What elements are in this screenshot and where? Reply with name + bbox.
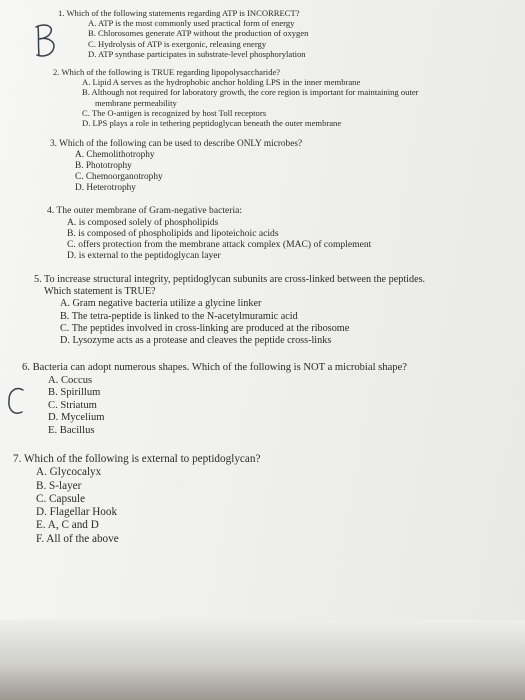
question-6-option-d: D. Mycelium: [48, 412, 105, 424]
question-7-option-b: B. S-layer: [36, 479, 82, 492]
question-7-option-e: E. A, C and D: [36, 519, 99, 532]
question-2-option-a: A. Lipid A serves as the hydrophobic anchor holding LPS in the inner membrane: [82, 77, 361, 88]
question-1-stem: 1. Which of the following statements regarding ATP is INCORRECT?: [58, 8, 300, 18]
question-6-option-e: E. Bacillus: [48, 424, 95, 436]
question-7-option-c: C. Capsule: [36, 492, 86, 505]
question-6-stem: 6. Bacteria can adopt numerous shapes. Which of the following is NOT a microbial shape?: [22, 362, 407, 373]
question-4-stem: 4. The outer membrane of Gram-negative bacteria:: [47, 205, 243, 216]
question-3-option-a: A. Chemolithotrophy: [75, 150, 155, 161]
question-4-option-b: B. is composed of phospholipids and lipoteichoic acids: [67, 227, 279, 239]
question-6: [22, 362, 407, 437]
question-3-option-b: B. Phototrophy: [75, 161, 132, 172]
question-3-stem: 3. Which of the following can be used to describe ONLY microbes?: [50, 139, 303, 149]
question-5-option-c: C. The peptides involved in cross-linking are produced at the ribosome: [60, 322, 350, 334]
question-1: [58, 8, 308, 59]
question-4-option-d: D. is external to the peptidoglycan layer: [67, 250, 221, 262]
question-2-stem: 2. Which of the following is TRUE regarding lipopolysaccharide?: [53, 67, 281, 77]
question-5-stem: 5. To increase structural integrity, peptidoglycan subunits are cross-linked between the peptides.: [34, 274, 426, 285]
question-2-option-d: D. LPS plays a role in tethering peptidoglycan beneath the outer membrane: [82, 117, 342, 128]
question-3-option-c: C. Chemoorganotrophy: [75, 172, 163, 183]
question-5-stem-continued: Which statement is TRUE?: [44, 286, 156, 298]
question-6-option-c: C. Striatum: [48, 399, 97, 411]
question-2: [53, 67, 419, 128]
question-2-option-b-continued: membrane permeability: [95, 97, 177, 108]
question-4-option-a: A. is composed solely of phospholipids: [67, 216, 219, 228]
question-2-option-b: B. Although not required for laboratory growth, the core region is important for maintaining outer: [82, 87, 419, 98]
question-2-option-c: C. The O-antigen is recognized by host Toll receptors: [82, 107, 267, 118]
question-4-option-c: C. offers protection from the membrane attack complex (MAC) of complement: [67, 239, 372, 251]
question-6-option-a: A. Coccus: [48, 374, 93, 386]
question-6-option-b: B. Spirillum: [48, 387, 101, 399]
question-7-option-a: A. Glycocalyx: [36, 466, 102, 479]
question-1-option-c: C. Hydrolysis of ATP is exergonic, releasing energy: [88, 38, 267, 49]
question-1-option-b: B. Chlorosomes generate ATP without the production of oxygen: [88, 28, 309, 39]
page-bottom-shadow: [0, 620, 525, 700]
question-1-option-d: D. ATP synthase participates in substrate-level phosphorylation: [88, 48, 306, 59]
question-3: [50, 139, 302, 194]
question-7-option-d: D. Flagellar Hook: [36, 506, 118, 519]
question-4: [47, 205, 371, 262]
question-5-option-d: D. Lysozyme acts as a protease and cleaves the peptide cross-links: [60, 334, 332, 346]
question-7-stem: 7. Which of the following is external to peptidoglycan?: [13, 453, 261, 465]
question-7: [13, 453, 260, 546]
question-5-option-b: B. The tetra-peptide is linked to the N-acetylmuramic acid: [60, 310, 298, 322]
question-5: [34, 274, 425, 347]
question-5-option-a: A. Gram negative bacteria utilize a glycine linker: [60, 298, 262, 310]
question-7-option-f: F. All of the above: [36, 532, 119, 545]
question-1-option-a: A. ATP is the most commonly used practical form of energy: [88, 18, 295, 29]
question-3-option-d: D. Heterotrophy: [75, 183, 136, 194]
